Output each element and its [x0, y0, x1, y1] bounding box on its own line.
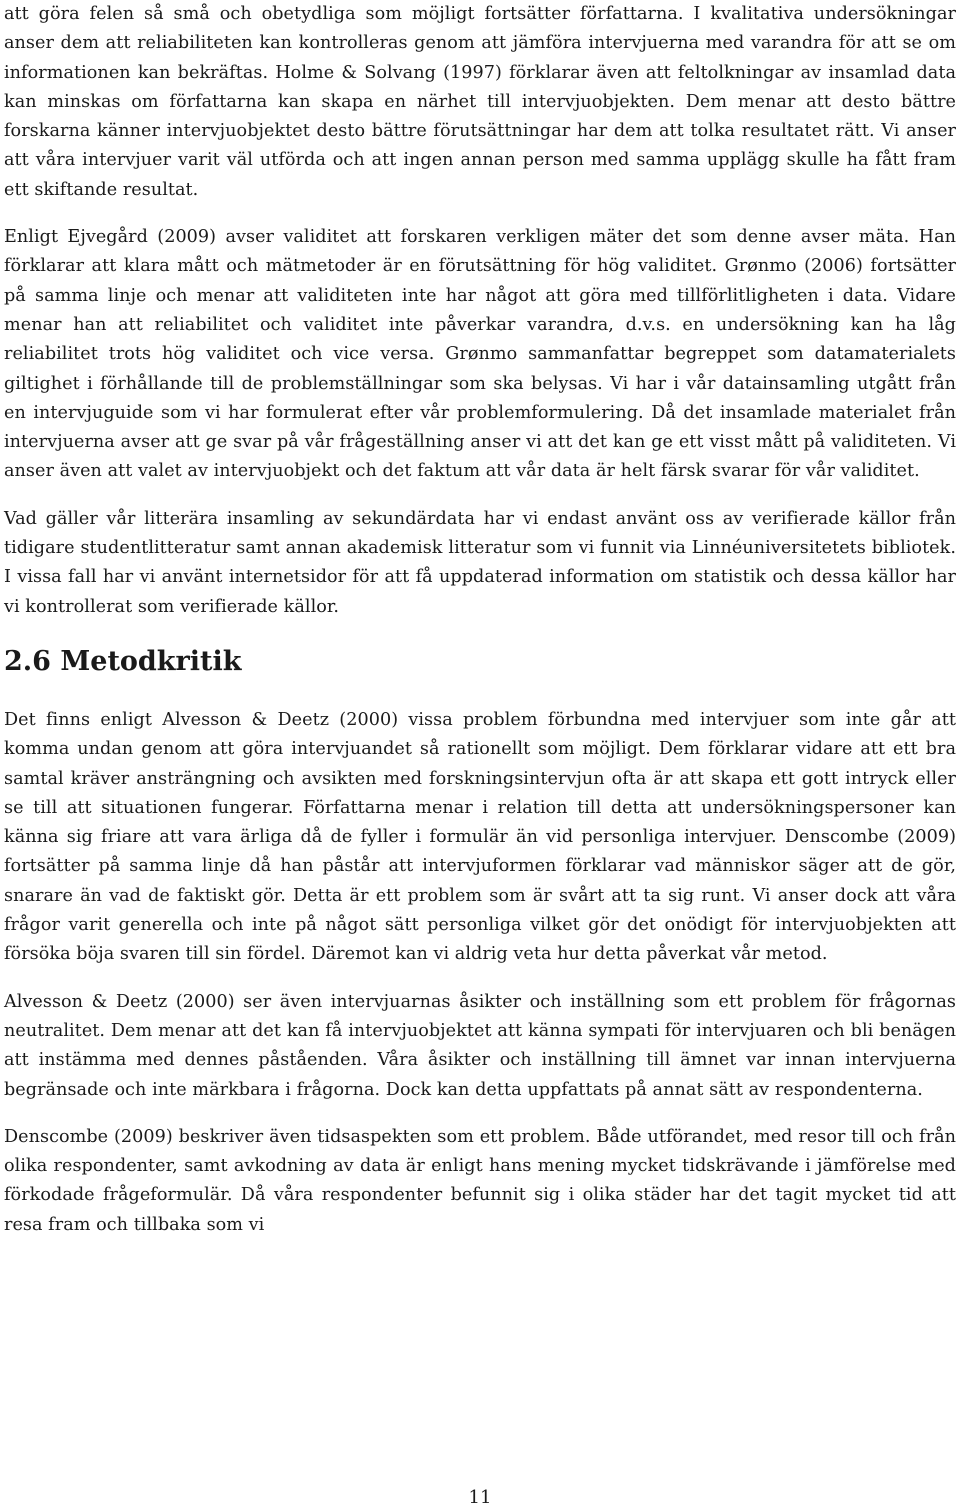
paragraph-spacer — [4, 205, 956, 223]
paragraph-time-aspect: Denscombe (2009) beskriver även tidsaspekten som ett problem. Både utförandet, med resor till och från olika respondenter, samt avkodning av data är enligt hans mening mycket tidskrävande i jämförelse med förkodade frågeformulär. Då våra respondenter befunnit sig i olika städer har det tagit mycket tid att resa fram och tillbaka som vi — [4, 1126, 956, 1235]
paragraph-reliability: att göra felen så små och obetydliga som möjligt fortsätter författarna. I kvalitativa undersökningar anser dem att reliabiliteten kan kontrolleras genom att jämföra intervjuerna med varandra för att se om informationen kan bekräftas. Holme & Solvang (1997) förklarar även att feltolkningar av insamlad data kan minskas om författarna kan skapa en närhet till intervjuobjekten. Dem menar att desto bättre forskarna känner intervjuobjektet desto bättre förutsättningar har dem att tolka resultatet rätt. Vi anser att våra intervjuer varit väl utförda och att ingen annan person med samma upplägg skulle ha fått fram ett skiftande resultat. — [4, 4, 956, 200]
page-number: 11 — [468, 1487, 492, 1508]
paragraph-interviewer-bias: Alvesson & Deetz (2000) ser även intervjuarnas åsikter och inställning som ett problem för frågornas neutralitet. Dem menar att det kan få intervjuobjektet att känna sympati för intervjuaren och bli benägen att instämma med dennes påståenden. Våra åsikter och inställning till ämnet var innan intervjuerna begränsade och inte märkbara i frågorna. Dock kan detta uppfattats på annat sätt av respondenterna. — [4, 991, 956, 1100]
heading-spacer — [4, 622, 956, 644]
paragraph-spacer — [4, 487, 956, 505]
paragraph-validity: Enligt Ejvegård (2009) avser validitet att forskaren verkligen mäter det som denne avser mäta. Han förklarar att klara mått och mätmetoder är en förutsättning för hög validitet. Grønmo (2006) fortsätter på samma linje och menar att validiteten inte har något att göra med tillförlitligheten i data. Vidare menar han att reliabilitet och validitet inte påverkar varandra, d.v.s. en undersökning kan ha låg reliabilitet trots hög validitet och vice versa. Grønmo sammanfattar begreppet som datamaterialets giltighet i förhållande till de problemställningar som ska belysas. Vi har i vår datainsamling utgått från en intervjuguide som vi har formulerat efter vår problemformulering. Då det insamlade materialet från intervjuerna avser att ge svar på vår frågeställning anser vi att det kan ge ett visst mått på validiteten. Vi anser även att valet av intervjuobjekt och det faktum att vår data är helt färsk svarar för vår validitet. — [4, 227, 956, 482]
paragraph-method-critique: Det finns enligt Alvesson & Deetz (2000) vissa problem förbundna med intervjuer som inte går att komma undan genom att göra intervjuandet så rationellt som möjligt. Dem förklarar vidare att ett bra samtal kräver ansträngning och avsikten med forskningsintervjun ofta är att skapa ett gott intryck eller se till att situationen fungerar. Författarna menar i relation till detta att undersökningspersoner kan känna sig friare att vara ärliga då de fyller i formulär än vid personliga intervjuer. Denscombe (2009) fortsätter på samma linje då han påstår att intervjuformen förklarar vad människor säger att de gör, snarare än vad de faktiskt gör. Detta är ett problem som är svårt att ta sig runt. Vi anser dock att våra frågor varit generella och inte på något sätt personliga vilket gör det onödigt för intervjuobjekten att försöka böja svaren till sin fördel. Däremot kan vi aldrig veta hur detta påverkat vår metod. — [4, 709, 956, 965]
paragraph-spacer — [4, 1105, 956, 1123]
document-page — [4, 0, 956, 1240]
paragraph-secondary-data: Vad gäller vår litterära insamling av sekundärdata har vi endast använt oss av verifierade källor från tidigare studentlitteratur samt annan akademisk litteratur som vi funnit via Linnéuniversitetets bibliotek. I vissa fall har vi använt internetsidor för att få uppdaterad information om statistik och dessa källor har vi kontrollerat som verifierade källor. — [4, 508, 956, 617]
paragraph-spacer — [4, 970, 956, 988]
heading-spacer — [4, 680, 956, 706]
section-heading: 2.6 Metodkritik — [4, 645, 242, 677]
